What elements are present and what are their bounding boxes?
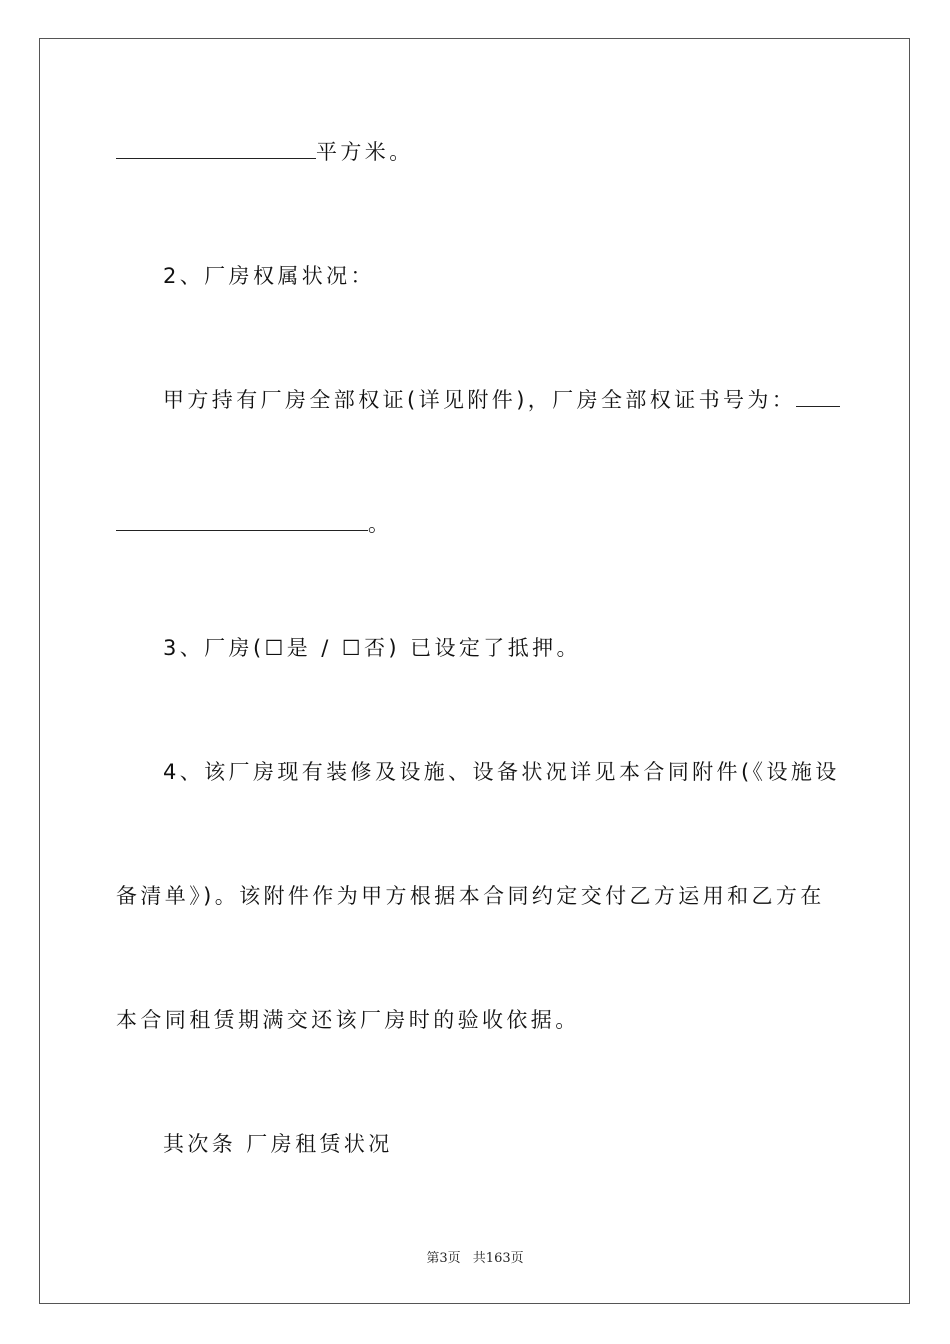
page-number: 第3页 xyxy=(426,1251,461,1266)
certificate-text: 甲方持有厂房全部权证(详见附件)，厂房全部权证书号为： xyxy=(163,388,797,412)
mortgage-line: 3、厂房(☐是 / ☐否) 已设定了抵押。 xyxy=(163,636,581,660)
facilities-line-3: 本合同租赁期满交还该厂房时的验收依据。 xyxy=(116,1008,580,1032)
facilities-line-1: 4、该厂房现有装修及设施、设备状况详见本合同附件(《设施设 xyxy=(163,760,840,784)
certificate-blank-1 xyxy=(796,388,840,407)
certificate-end-text: 。 xyxy=(368,512,393,536)
certificate-blank-2 xyxy=(116,512,368,531)
certificate-line xyxy=(163,385,883,415)
section-heading: 其次条 厂房租赁状况 xyxy=(163,1132,393,1156)
area-blank xyxy=(116,140,316,159)
ownership-heading: 2、厂房权属状况： xyxy=(163,264,375,288)
area-unit-text: 平方米。 xyxy=(316,140,414,164)
page-border xyxy=(39,38,910,1304)
facilities-line-2: 备清单》)。该附件作为甲方根据本合同约定交付乙方运用和乙方在 xyxy=(116,884,825,908)
page-footer xyxy=(0,1247,950,1266)
certificate-continuation xyxy=(116,509,836,539)
area-line xyxy=(116,137,836,167)
page-total: 共163页 xyxy=(472,1251,524,1266)
